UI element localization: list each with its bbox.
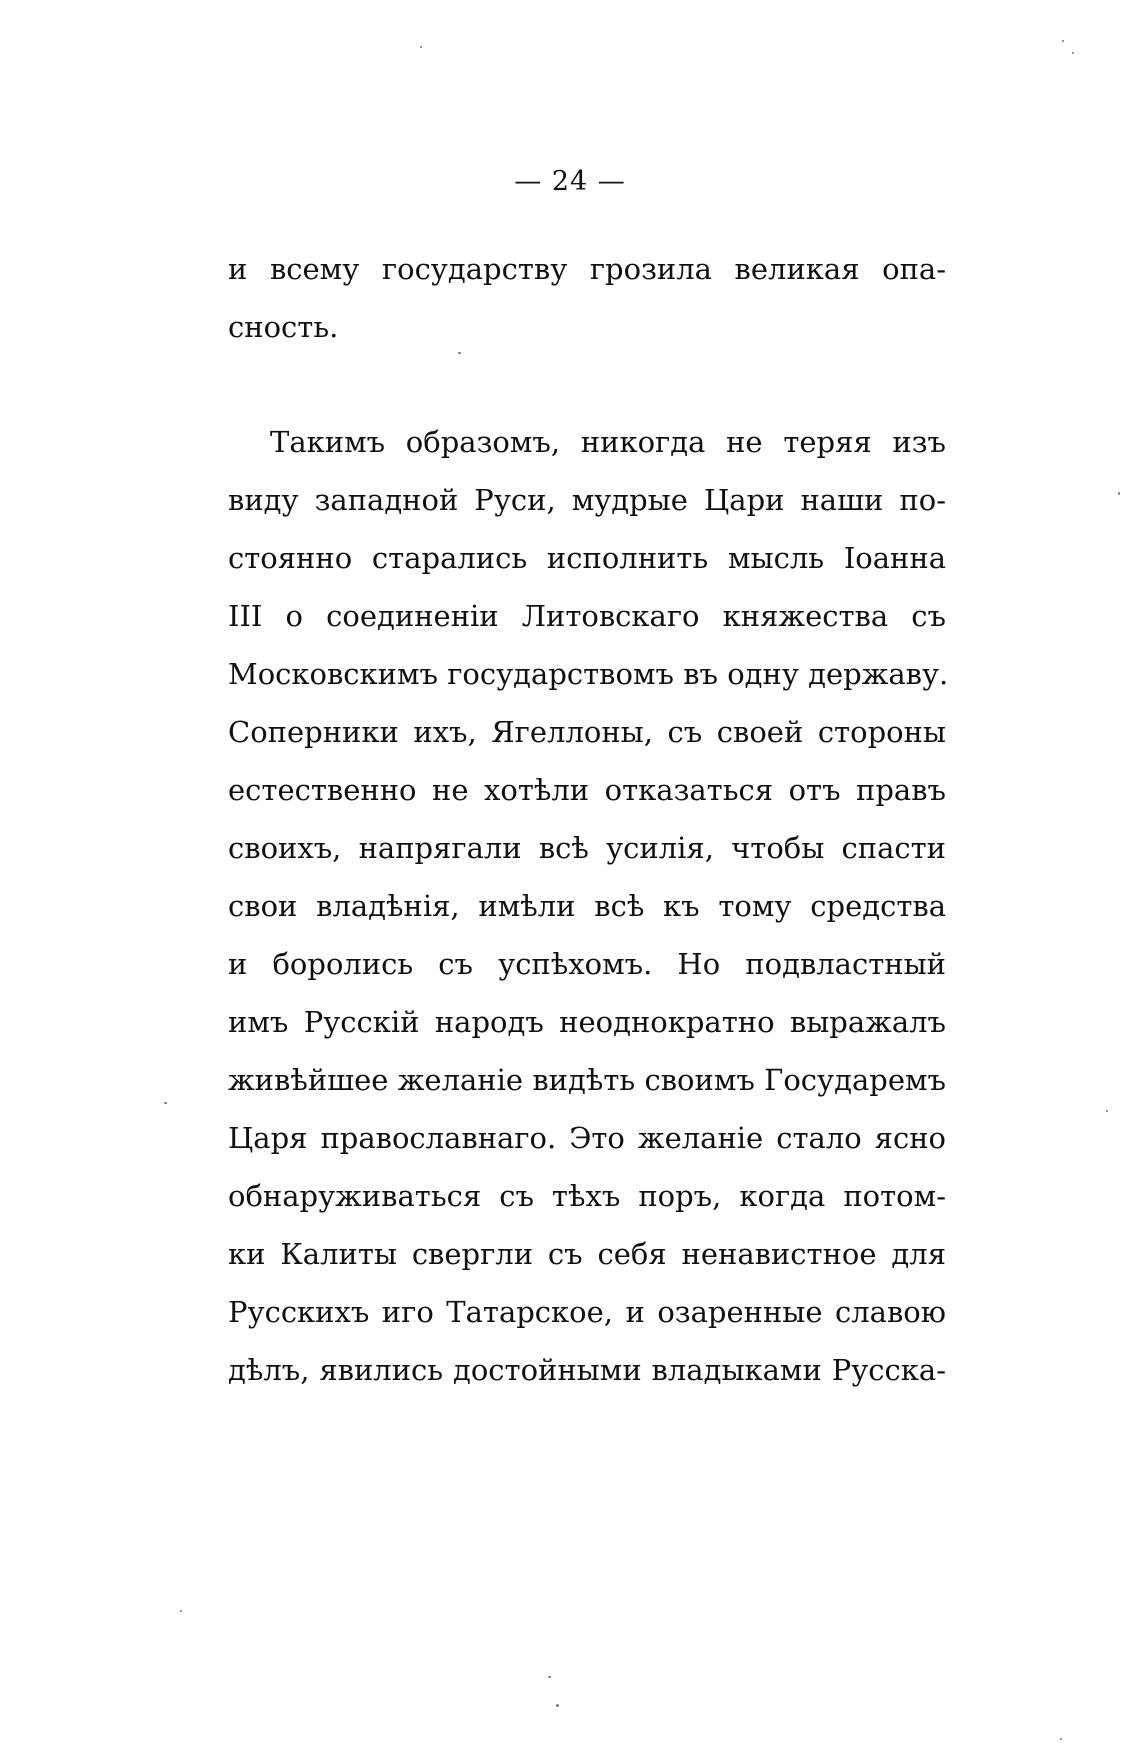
text-line: живѣйшее желаніе видѣть своимъ Государемъ — [228, 1063, 946, 1097]
scan-speck — [164, 1102, 167, 1104]
text-line: и всему государству грозила великая опа- — [228, 252, 946, 286]
text-line: сность. — [228, 310, 339, 344]
text-line: дѣлъ, явились достойными владыками Русска- — [228, 1353, 946, 1387]
text-line: своихъ, напрягали всѣ усилія, чтобы спасти — [228, 831, 946, 865]
text-line: имъ Русскій народъ неоднократно выражалъ — [228, 1005, 946, 1039]
scan-speck — [420, 46, 422, 48]
text-line: Соперники ихъ, Ягеллоны, съ своей стороны — [228, 715, 946, 749]
scan-speck — [1106, 1110, 1108, 1112]
page-number: — 24 — — [514, 166, 626, 197]
text-line: III о соединеніи Литовскаго княжества съ — [228, 599, 946, 633]
text-line: виду западной Руси, мудрые Цари наши по- — [228, 483, 946, 517]
scan-speck — [548, 1676, 551, 1678]
scan-speck — [180, 1610, 182, 1612]
text-line: Такимъ образомъ, никогда не теряя изъ — [270, 425, 946, 459]
text-line: обнаруживаться съ тѣхъ поръ, когда потом- — [228, 1179, 946, 1213]
scan-speck — [1062, 40, 1064, 42]
text-line: Царя православнаго. Это желаніе стало ясно — [228, 1121, 946, 1155]
scan-speck — [458, 352, 461, 354]
text-line: ки Калиты свергли съ себя ненавистное для — [228, 1237, 946, 1271]
text-line: Русскихъ иго Татарское, и озаренные славою — [228, 1295, 946, 1329]
scan-speck — [1060, 1738, 1062, 1740]
paragraph-1 — [228, 240, 946, 356]
scan-speck — [556, 1704, 559, 1707]
text-line: свои владѣнія, имѣли всѣ къ тому средства — [228, 889, 946, 923]
text-line: естественно не хотѣли отказаться отъ правъ — [228, 773, 946, 807]
text-line: Московскимъ государствомъ въ одну державу. — [228, 657, 949, 691]
scan-speck — [1072, 52, 1074, 54]
scan-speck — [1118, 492, 1120, 495]
text-line: и боролись съ успѣхомъ. Но подвластный — [228, 947, 946, 981]
paragraph-2 — [228, 413, 949, 1399]
text-line: стоянно старались исполнить мысль Іоанна — [228, 541, 946, 575]
